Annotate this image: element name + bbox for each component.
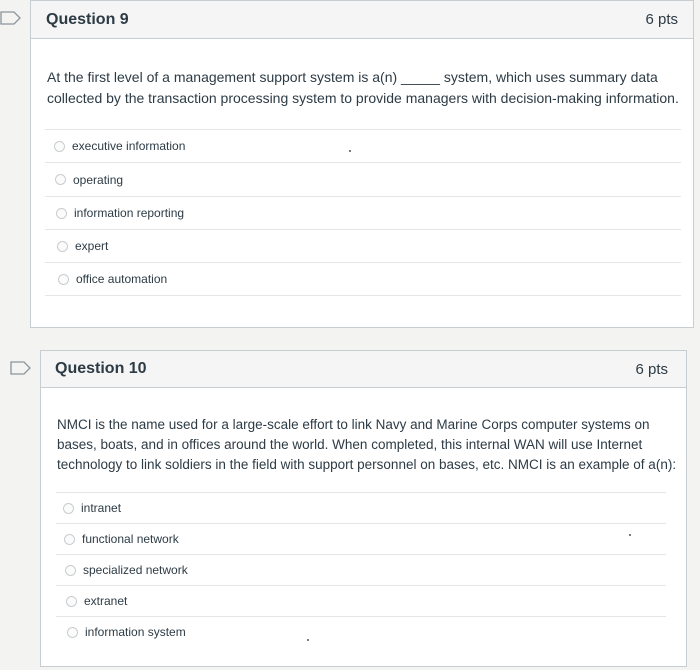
- radio-button[interactable]: [54, 141, 65, 152]
- radio-button[interactable]: [57, 241, 68, 252]
- flag-question-icon[interactable]: [10, 361, 32, 375]
- question-text: [47, 67, 687, 109]
- question-9: [30, 0, 694, 328]
- cursor-dot: [307, 639, 309, 641]
- question-points: 6 pts: [645, 11, 678, 28]
- answer-label: executive information: [72, 139, 186, 153]
- answer-option[interactable]: [45, 162, 681, 196]
- radio-button[interactable]: [67, 627, 78, 638]
- answer-label: operating: [73, 172, 124, 187]
- radio-button[interactable]: [66, 596, 77, 607]
- answer-option[interactable]: [45, 196, 681, 229]
- answer-label: intranet: [81, 501, 122, 515]
- question-points: 6 pts: [635, 360, 668, 378]
- answer-label: office automation: [76, 272, 168, 286]
- radio-button[interactable]: [63, 503, 74, 514]
- radio-button[interactable]: [56, 208, 67, 219]
- question-text-line: bases, boats, and in offices around the world. When completed, this internal WAN will use Internet: [57, 437, 643, 452]
- answer-label: expert: [75, 239, 109, 253]
- answer-option[interactable]: [45, 262, 681, 295]
- question-title: Question 10: [55, 360, 147, 377]
- question-text: [57, 415, 682, 475]
- radio-button[interactable]: [55, 174, 66, 185]
- radio-button[interactable]: [64, 534, 75, 545]
- answer-option[interactable]: [45, 129, 681, 162]
- answer-divider: [45, 295, 681, 296]
- answer-list: [56, 492, 666, 647]
- question-text-line: At the first level of a management support system is a(n) _____ system, which uses summary data: [47, 69, 658, 85]
- answer-option[interactable]: [56, 523, 666, 554]
- answer-label: functional network: [82, 532, 179, 546]
- question-text-line: NMCI is the name used for a large-scale effort to link Navy and Marine Corps computer systems on: [57, 417, 650, 432]
- cursor-dot: [629, 534, 631, 536]
- radio-button[interactable]: [58, 274, 69, 285]
- question-text-line: technology to link soldiers in the field with support personnel on bases, etc. NMCI is an example of a(n):: [57, 457, 677, 472]
- answer-label: information system: [85, 625, 186, 639]
- question-header: [31, 1, 693, 39]
- question-title: Question 9: [46, 10, 129, 28]
- answer-option[interactable]: [56, 554, 666, 585]
- answer-option[interactable]: [56, 616, 666, 647]
- question-header: [41, 351, 686, 388]
- answer-option[interactable]: [45, 229, 681, 262]
- radio-button[interactable]: [65, 565, 76, 576]
- answer-label: specialized network: [83, 563, 188, 577]
- question-text-line: collected by the transaction processing system to provide managers with decision-making information.: [47, 90, 679, 106]
- answer-option[interactable]: [56, 492, 666, 523]
- answer-label: information reporting: [74, 206, 185, 220]
- answer-option[interactable]: [56, 585, 666, 616]
- flag-question-icon[interactable]: [0, 11, 22, 25]
- answer-list: [45, 129, 681, 295]
- question-10: [40, 350, 687, 667]
- cursor-dot: [349, 150, 351, 152]
- answer-label: extranet: [84, 594, 128, 608]
